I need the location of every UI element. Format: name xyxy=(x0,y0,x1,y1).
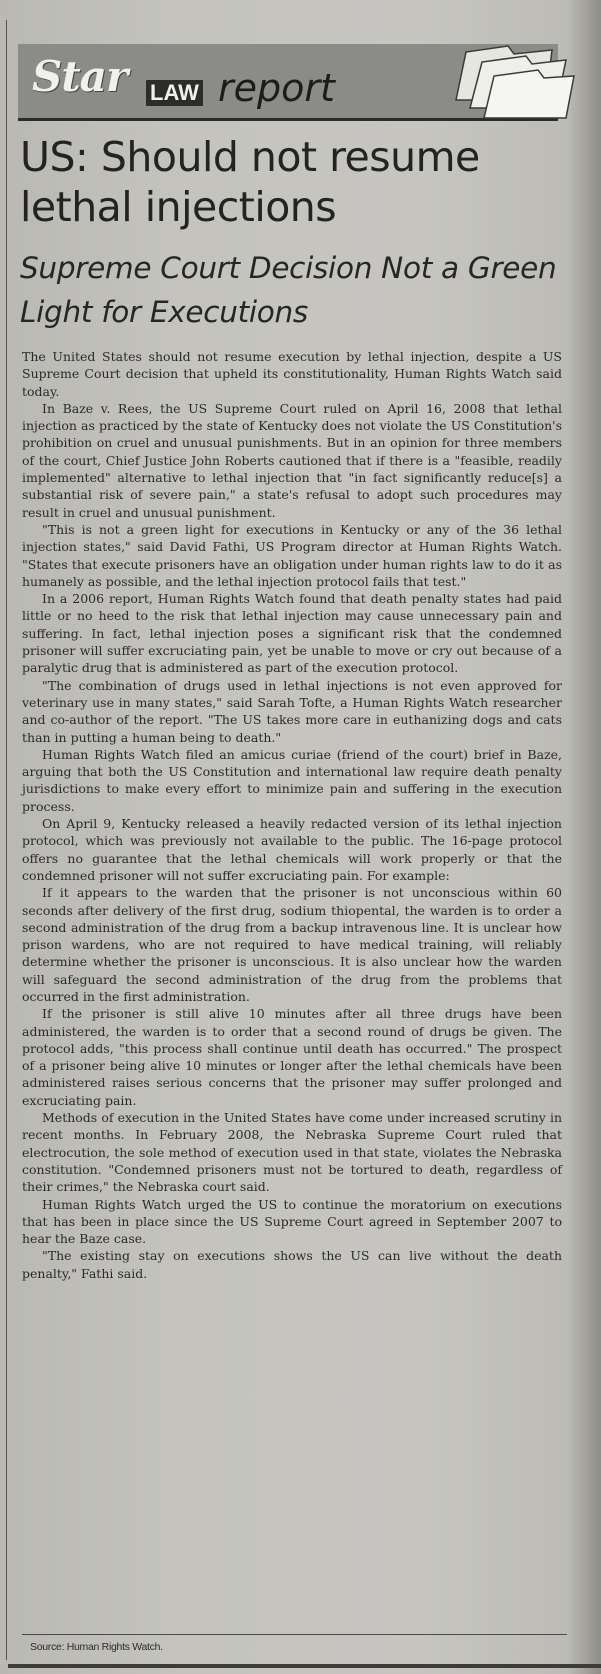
subheadline: Supreme Court Decision Not a Green Light for Executions xyxy=(20,251,557,329)
divider xyxy=(22,1634,567,1635)
section-title: report xyxy=(218,66,335,110)
section-label: LAW xyxy=(146,80,203,106)
article-paragraph: "This is not a green light for executions in Kentucky or any of the 36 lethal injection states," said David Fathi, US Program director at Human Rights Watch. "States that execute prisoners have an obligation under human rights law to do it as humanely as possible, and the lethal injection protocol fails that test." xyxy=(22,521,562,589)
article-paragraph: If the prisoner is still alive 10 minutes after all three drugs have been administered, the warden is to order that a second round of drugs be given. The protocol adds, "this process shall continue until death has occurred." The prospect of a prisoner being alive 10 minutes or longer after the lethal chemicals have been administered raises serious concerns that the prisoner may suffer prolonged and excruciating pain. xyxy=(22,1006,562,1108)
page-fold-shadow xyxy=(567,0,601,1674)
article-paragraph: In Baze v. Rees, the US Supreme Court ruled on April 16, 2008 that lethal injection as practiced by the state of Kentucky does not violate the US Constitution's prohibition on cruel and unusual punishments. But in an opinion for three members of the court, Chief Justice John Roberts cautioned that if there is a "feasible, readily implemented" alternative to lethal injection that "in fact significantly reduce[s] a substantial risk of severe pain," a state's refusal to adopt such procedures may result in cruel and unusual punishment. xyxy=(22,400,562,520)
article-paragraph: Human Rights Watch filed an amicus curiae (friend of the court) brief in Baze, arguing that both the US Constitution and international law require death penalty jurisdictions to make every effort to minimize pain and suffering in the execution process. xyxy=(22,746,562,814)
article-paragraph: In a 2006 report, Human Rights Watch found that death penalty states had paid little or no heed to the risk that lethal injection may cause unnecessary pain and suffering. In fact, lethal injection poses a significant risk that the condemned prisoner will suffer excruciating pain, yet be unable to move or cry out because of a paralytic drug that is administered as part of the execution protocol. xyxy=(22,591,562,676)
article-paragraph: "The combination of drugs used in lethal injections is not even approved for veterinary use in many states," said Sarah Tofte, a Human Rights Watch researcher and co-author of the report. "The US takes more care in euthanizing dogs and cats than in putting a human being to death." xyxy=(22,677,562,745)
source-credit: Source: Human Rights Watch. xyxy=(30,1641,163,1653)
article-paragraph: On April 9, Kentucky released a heavily redacted version of its lethal injection protocol, which was previously not available to the public. The 16-page protocol offers no guarantee that the lethal chemicals will work properly or that the condemned prisoner will not suffer excruciating pain. For example: xyxy=(22,816,562,883)
article-paragraph: If it appears to the warden that the prisoner is not unconscious within 60 seconds after delivery of the first drug, sodium thiopental, the warden is to order a second administration of the drug from a backup intravenous line. It is unclear how prison wardens, who are not required to have medical training, will reliably determine whether the prisoner is unconscious. It is also unclear how the warden will safeguard the second administration of the drug from the problems that occurred in the first administration. xyxy=(22,885,562,1004)
article-body xyxy=(22,348,562,1282)
article-paragraph: "The existing stay on executions shows the US can live without the death penalty," Fathi said. xyxy=(22,1248,562,1281)
article-paragraph: Human Rights Watch urged the US to continue the moratorium on executions that has been in place since the US Supreme Court agreed in September 2007 to hear the Baze case. xyxy=(22,1196,562,1247)
footer-rule xyxy=(8,1664,601,1668)
section-banner xyxy=(18,44,558,121)
folder-files-icon xyxy=(448,42,578,122)
brand-logo: Star xyxy=(32,52,128,101)
article-paragraph: The United States should not resume execution by lethal injection, despite a US Supreme Court decision that upheld its constitutionality, Human Rights Watch said today. xyxy=(22,349,562,399)
column-rule xyxy=(6,20,7,1660)
article-paragraph: Methods of execution in the United States have come under increased scrutiny in recent months. In February 2008, the Nebraska Supreme Court ruled that electrocution, the sole method of execution used in that state, violates the Nebraska constitution. "Condemned prisoners must not be tortured to death, regardless of their crimes," the Nebraska court said. xyxy=(22,1110,562,1195)
headline: US: Should not resume lethal injections xyxy=(20,133,480,231)
